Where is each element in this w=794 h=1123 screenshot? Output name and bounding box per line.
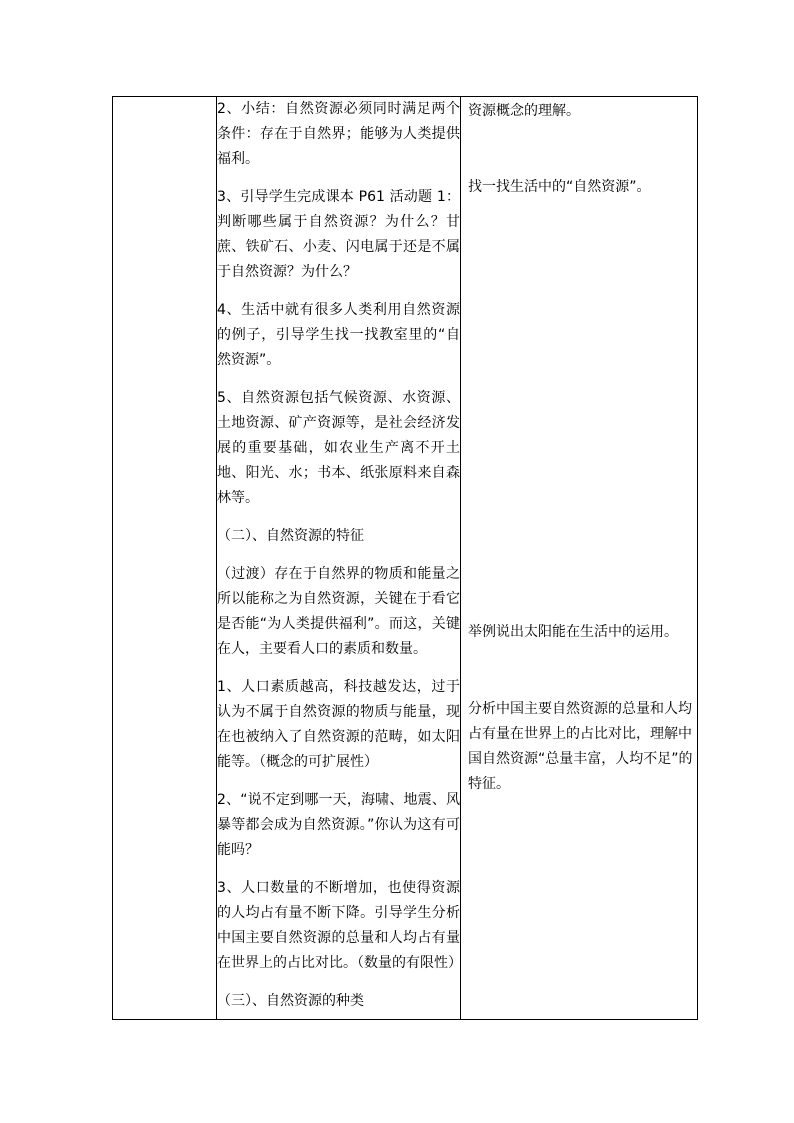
right-note-solar-energy: 举例说出太阳能在生活中的运用。	[468, 624, 678, 640]
right-note-analysis: 分析中国主要自然资源的总量和人均占有量在世界上的占比对比，理解中国自然资源“总量丰富，人均不足”的特征。	[468, 701, 693, 792]
table-row	[113, 97, 698, 1020]
paragraph-transition: （过渡）存在于自然界的物质和能量之所以能称之为自然资源，关键在于看它是否能“为人类提供福利”。而这，关键在人，主要看人口的素质和数量。	[217, 566, 460, 657]
paragraph-summary: 2、小结：自然资源必须同时满足两个条件：存在于自然界；能够为人类提供福利。	[217, 101, 460, 167]
student-activity-cell	[461, 97, 698, 1020]
paragraph-population-quality: 1、人口素质越高，科技越发达，过于认为不属于自然资源的物质与能量，现在也被纳入了自然资源的范畴，如太阳能等。（概念的可扩展性）	[217, 679, 460, 770]
right-note-concept: 资源概念的理解。	[468, 103, 580, 119]
teacher-activity-cell	[217, 97, 461, 1020]
paragraph-population-quantity: 3、人口数量的不断增加，也使得资源的人均占有量不断下降。引导学生分析中国主要自然资源的总量和人均占有量在世界上的占比对比。（数量的有限性）	[217, 880, 462, 971]
paragraph-activity-question: 3、引导学生完成课本 P61 活动题 1：判断哪些属于自然资源？为什么？甘蔗、铁矿石、小麦、闪电属于还是不属于自然资源？为什么？	[217, 189, 460, 280]
left-column-cell	[113, 97, 217, 1020]
right-note-find-resources: 找一找生活中的“自然资源”。	[468, 179, 651, 195]
lesson-plan-table	[112, 96, 698, 1020]
section-heading-characteristics: （二）、自然资源的特征	[217, 528, 364, 544]
paragraph-resource-types: 5、自然资源包括气候资源、水资源、土地资源、矿产资源等，是社会经济发展的重要基础，如农业生产离不开土地、阳光、水；书本、纸张原料来自森林等。	[217, 390, 460, 506]
paragraph-disaster-question: 2、“说不定到哪一天，海啸、地震、风暴等都会成为自然资源。”你认为这有可能吗？	[217, 792, 460, 858]
paragraph-classroom-examples: 4、生活中就有很多人类利用自然资源的例子，引导学生找一找教室里的“自然资源”。	[217, 302, 460, 368]
section-heading-types: （三）、自然资源的种类	[217, 993, 364, 1009]
